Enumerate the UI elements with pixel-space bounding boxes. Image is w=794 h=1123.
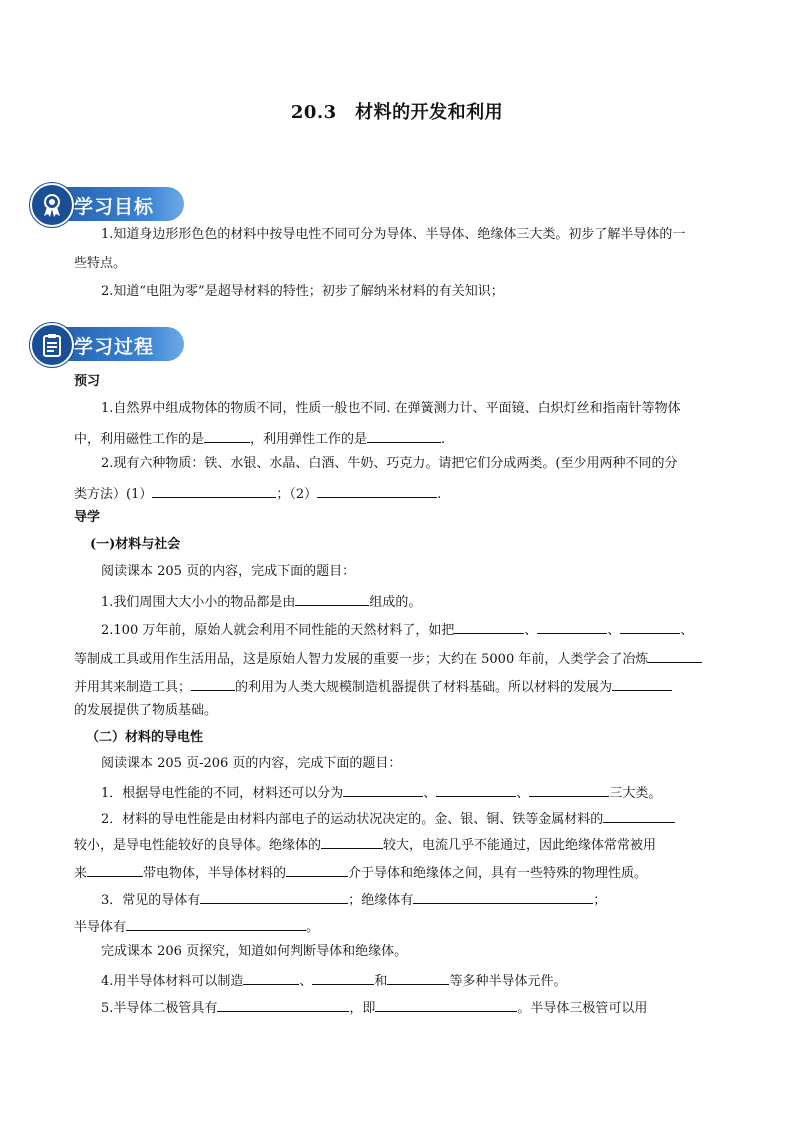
clipboard-icon	[30, 323, 74, 367]
goal-1-cont: 些特点。	[74, 256, 127, 271]
goal-1: 1.知道身边形形色色的材料中按导电性不同可分为导体、半导体、绝缘体三大类。初步了解半导体的一	[101, 227, 686, 242]
page-title: 20.3 材料的开发和利用	[290, 102, 504, 123]
preview-q2: 2.现有六种物质：铁、水银、水晶、白酒、牛奶、巧克力。请把它们分成两类。(至少用两种不同的分	[101, 456, 678, 471]
goal-2: 2.知道“电阻为零”是超导材料的特性；初步了解纳米材料的有关知识；	[101, 284, 504, 299]
guide-c3-line2: 半导体有 。	[74, 916, 319, 937]
guide-c5: 5.半导体二极管具有 ，即 。半导体三极管可以用	[101, 997, 647, 1018]
preview-q1: 1.自然界中组成物体的物质不同，性质一般也不同. 在弹簧测力计、平面镜、白炽灯丝和指南针等物体	[101, 401, 681, 416]
preview-q1-cont: 中，利用磁性工作的是 ，利用弹性工作的是 .	[74, 428, 445, 449]
guide-c-read: 完成课本 206 页探究，知道如何判断导体和绝缘体。	[101, 944, 408, 959]
guide-heading: 导学	[74, 510, 101, 525]
guide-c4: 4.用半导体材料可以制造 、 和 等多种半导体元件。	[101, 970, 566, 991]
guide-c2: 2．材料的导电性能是由材料内部电子的运动状况决定的。金、银、铜、铁等金属材料的	[101, 808, 675, 829]
preview-heading: 预习	[74, 374, 101, 389]
guide-q2: 2.100 万年前，原始人就会利用不同性能的天然材料了，如把 、 、 、	[101, 619, 693, 640]
guide-c1: 1．根据导电性能的不同，材料还可以分为 、 、 三大类。	[101, 782, 661, 803]
guide-read1: 阅读课本 205 页的内容，完成下面的题目：	[101, 564, 356, 579]
guide-c2-line3: 来 带电物体，半导体材料的 介于导体和绝缘体之间，具有一些特殊的物理性质。	[74, 862, 647, 883]
section-label: 学习过程	[74, 336, 155, 358]
preview-q2-cont: 类方法）(1） ；（2） .	[74, 483, 441, 504]
section-banner-process	[30, 323, 186, 365]
guide-c2-line2: 较小，是导电性能较好的良导体。绝缘体的 较大，电流几乎不能通过，因此绝缘体常常被用	[74, 834, 656, 855]
award-ribbon-icon	[30, 183, 74, 227]
section-banner-goals	[30, 183, 186, 225]
guide-q2-line3: 并用其来制造工具； 的利用为人类大规模制造机器提供了材料基础。所以材料的发展为	[74, 676, 672, 697]
guide-part1: (一)材料与社会	[90, 537, 181, 552]
section-label: 学习目标	[74, 196, 155, 218]
guide-q2-line4: 的发展提供了物质基础。	[74, 703, 218, 718]
guide-q2-line2: 等制成工具或用作生活用品，这是原始人智力发展的重要一步；大约在 5000 年前，人类学会了冶炼	[74, 648, 702, 669]
guide-c3: 3．常见的导体有 ；绝缘体有 ；	[101, 889, 606, 910]
guide-q1: 1.我们周围大大小小的物品都是由 组成的。	[101, 591, 421, 612]
guide-part2: （二）材料的导电性	[86, 730, 204, 745]
guide-read2: 阅读课本 205 页-206 页的内容，完成下面的题目：	[101, 756, 402, 771]
